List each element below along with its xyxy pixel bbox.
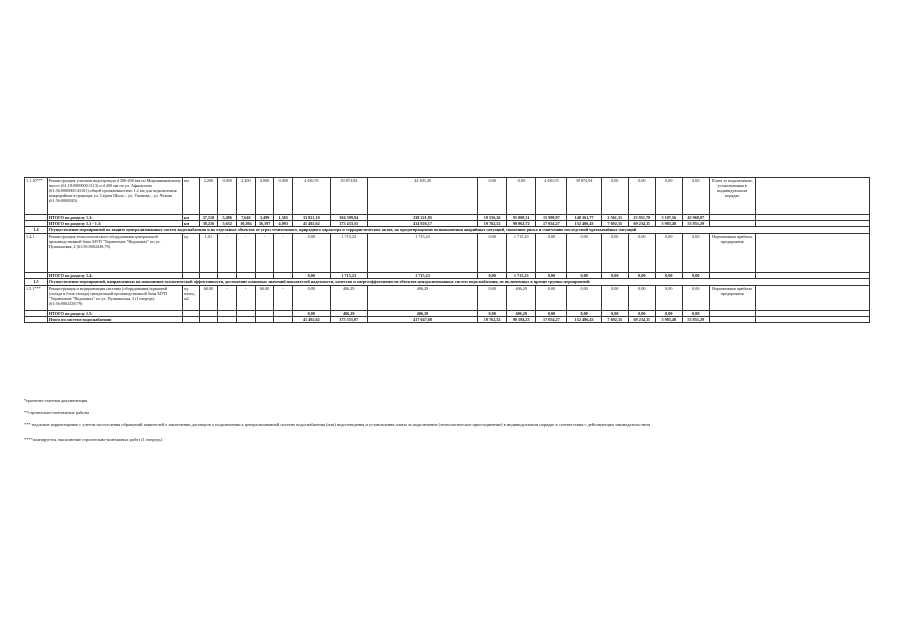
cell: 2,200 (237, 178, 256, 215)
cell: - (218, 234, 237, 273)
cell: 0,00 (567, 273, 601, 279)
cell: 0,00 (655, 178, 682, 215)
cell: 0,00 (478, 311, 507, 317)
cell: 406,29 (367, 311, 477, 317)
row-note: Нормативная прибыль предприятия (709, 286, 755, 311)
cell: 3,499 (255, 215, 274, 221)
cell: 0,00 (293, 234, 330, 273)
cell (274, 317, 293, 323)
cell: 0,00 (601, 234, 628, 273)
cell: 0,00 (567, 234, 601, 273)
cell: - (274, 234, 293, 273)
footnote: **строительно-монтажные работы (24, 410, 90, 415)
section-title: Осуществление мероприятий по защите централизованных систем водоснабжения и их отдельных объектов от угроз техногенного, природного характера и террористических актов, по предотвращению возникновения аварийных ситуаций, снижению риска и смягчению последствий чрезвычайных ситуаций (47, 227, 869, 234)
cell: 0,00 (628, 286, 655, 311)
cell: 417 047,68 (367, 317, 477, 323)
row-unit: ед. площ., м2 (182, 286, 199, 311)
cell: 7 692,35 (601, 221, 628, 227)
cell: 19 556,26 (478, 215, 507, 221)
cell: 0,00 (655, 311, 682, 317)
cell: 2,200 (199, 178, 218, 215)
cell: 17 054,27 (536, 317, 567, 323)
cell: 0,00 (478, 286, 507, 311)
cell: 53 851,29 (682, 221, 709, 227)
cell: - (274, 286, 293, 311)
cell: 0,00 (628, 178, 655, 215)
cell: 7,646 (237, 215, 256, 221)
row-description: Реконструкция и модернизация системы (оборудования) крановой (склада и блок-склада) центральной производственной базы МУП "Управление "Водоканал" по ул. Пушкинская, 2 (I очередь) (61:56:0002438:79) (47, 286, 182, 311)
footnote: *проектно-сметная документация (24, 398, 88, 403)
cell: 373 433,55 (330, 221, 367, 227)
row-description: Реконструкция технологического оборудования центральной производственной базы МУП "Управление "Водоканал" по ул. Пушкинская, 2 (61:56:0002438:79) (47, 234, 182, 273)
cell: 53 851,29 (682, 317, 709, 323)
table-row (25, 234, 870, 273)
cell: 23 951,79 (628, 215, 655, 221)
cell: 4 430,55 (536, 178, 567, 215)
table-row (25, 286, 870, 311)
row-id: 1.5.1*** (25, 286, 48, 311)
cell: 0,00 (536, 311, 567, 317)
cell: 0,000 (218, 178, 237, 215)
cell: 0,00 (478, 234, 507, 273)
cell: 39 874,94 (330, 178, 367, 215)
cell: 98 062,72 (507, 221, 536, 227)
cell: 375 555,07 (330, 317, 367, 323)
cell: 0,00 (682, 286, 709, 311)
cell: 0,00 (293, 311, 330, 317)
cell: 2 561,31 (601, 215, 628, 221)
row-id (25, 317, 48, 323)
cell: 7 692,35 (601, 317, 628, 323)
cell: 406,29 (330, 311, 367, 317)
row-description: Реконструкция участков водопровода d 300-400 мм по Мирошниковскому шоссе (61:18:0000000:1113) и d 400 мм по ул. Афанасьева (61:56:0000000:43101) общей протяженностью 1,2 км для подключения микрорайона в границах ул. Сергея Шило – ул. Ушакова – ул. Чехова (61:56:0000020) (47, 178, 182, 215)
cell: - (218, 286, 237, 311)
footnote: ****планируется, выполнение строительно-монтажных работ (1 очередь) (24, 437, 162, 442)
cell: 39 874,94 (567, 178, 601, 215)
row-unit: ед. (182, 234, 199, 273)
cell: 5,632 (218, 221, 237, 227)
cell (237, 317, 256, 323)
cell: 69 234,11 (628, 317, 655, 323)
section-title: Осуществление мероприятий, направленных на повышение экологической эффективности, достижение плановых значений показателей надежности, качества и энергоэффективности объектов централизованных систем водоснабжения, не включенных в прочие группы мероприятий: (47, 279, 869, 286)
row-unit: км (182, 178, 199, 215)
cell: 0,00 (293, 286, 330, 311)
cell: 406,29 (507, 286, 536, 311)
table-row (25, 178, 870, 215)
cell: 0,00 (536, 286, 567, 311)
cell: 0,00 (682, 273, 709, 279)
cell: 0,00 (567, 286, 601, 311)
cell: 19 762,52 (478, 317, 507, 323)
cell: 0,000 (274, 178, 293, 215)
cell: 98 584,23 (507, 317, 536, 323)
row-unit (182, 317, 199, 323)
cell (199, 317, 218, 323)
cell: 19 762,52 (478, 221, 507, 227)
investment-program-table (24, 177, 870, 323)
cell: 60,00 (255, 286, 274, 311)
cell: 0,00 (478, 178, 507, 215)
row-note (709, 317, 755, 323)
row-description: ИТОГО по разделу 1.3: (47, 215, 182, 221)
row-description: ИТОГО по разделу 1.5: (47, 311, 182, 317)
cell: 0,00 (507, 178, 536, 215)
cell: - (255, 234, 274, 273)
cell: - (237, 234, 256, 273)
cell: 69 234,11 (628, 221, 655, 227)
cell: 0,00 (536, 273, 567, 279)
cell: 0,00 (655, 273, 682, 279)
cell: 15 999,97 (536, 215, 567, 221)
cell: 406,29 (367, 286, 477, 311)
cell: 152 486,43 (567, 221, 601, 227)
row-id: 1.1.10*** (25, 178, 48, 215)
row-description: Итого по системе водоснабжения (47, 317, 182, 323)
cell: 37,510 (199, 215, 218, 221)
cell: 45 968,87 (682, 215, 709, 221)
cell: 0,00 (682, 178, 709, 215)
cell: 60,00 (199, 286, 218, 311)
cell: 0,00 (601, 178, 628, 215)
cell: 0,000 (255, 178, 274, 215)
cell: 0,00 (478, 273, 507, 279)
cell: 0,00 (628, 311, 655, 317)
section-row (25, 227, 870, 234)
cell: 5 107,56 (655, 215, 682, 221)
cell: 0,00 (601, 286, 628, 311)
cell: 338 221,05 (367, 215, 477, 221)
section-row (25, 279, 870, 286)
cell: 17 054,27 (536, 221, 567, 227)
cell: 304 399,94 (330, 215, 367, 221)
cell: 0,00 (293, 273, 330, 279)
cell: 33 821,10 (293, 215, 330, 221)
cell: 10,294 (237, 221, 256, 227)
row-note: Нормативная прибыль предприятия (709, 234, 755, 273)
cell: 0,00 (536, 234, 567, 273)
cell: 0,00 (601, 273, 628, 279)
cell: 44 305,49 (367, 178, 477, 215)
cell: 0,00 (628, 234, 655, 273)
cell: 1 715,23 (330, 273, 367, 279)
cell (255, 317, 274, 323)
cell: 1 715,23 (507, 234, 536, 273)
grand-total-row (25, 317, 870, 323)
cell: 1 715,23 (367, 234, 477, 273)
cell: 406,29 (507, 311, 536, 317)
cell: 0,00 (682, 234, 709, 273)
cell: 406,29 (330, 286, 367, 311)
cell: 1 715,23 (330, 234, 367, 273)
cell: 95 008,31 (507, 215, 536, 221)
cell: 41 492,62 (293, 317, 330, 323)
row-description: ИТОГО по разделу 1.4: (47, 273, 182, 279)
cell: 5,486 (218, 215, 237, 221)
cell: 140 361,77 (567, 215, 601, 221)
row-unit: км (182, 221, 199, 227)
cell: 414 926,17 (367, 221, 477, 227)
cell: - (237, 286, 256, 311)
cell: 4 430,55 (293, 178, 330, 215)
footnote: *** подлежит корректировке с учетом поступления обращений заявителей о заключении договоров о подключении к централизованной системе водоснабжения (или) водоотведения и установления платы за подключение (технологическое присоединение) в индивидуальном порядке в соответствии с действующим законодательством (24, 422, 651, 427)
cell: 1,01 (199, 234, 218, 273)
cell: 152 486,43 (567, 317, 601, 323)
cell: 1 715,23 (507, 273, 536, 279)
cell: 38,216 (199, 221, 218, 227)
cell: 5 983,48 (655, 221, 682, 227)
cell: 0,00 (655, 234, 682, 273)
cell: 0,00 (567, 311, 601, 317)
row-id: 1.4 (25, 227, 48, 234)
row-id: 1.5 (25, 279, 48, 286)
cell: 0,00 (682, 311, 709, 317)
cell: 0,00 (655, 286, 682, 311)
cell: 5 983,48 (655, 317, 682, 323)
cell: 41 492,62 (293, 221, 330, 227)
cell: 4,093 (274, 221, 293, 227)
row-id: 1.4.1 (25, 234, 48, 273)
cell: 1,565 (274, 215, 293, 221)
cell: 36,197 (255, 221, 274, 227)
row-unit: км (182, 215, 199, 221)
cell: 1 715,23 (367, 273, 477, 279)
row-note: Плата за подключение, установленная в индивидуальном порядке (709, 178, 755, 215)
cell: 0,00 (601, 311, 628, 317)
cell (218, 317, 237, 323)
row-description: ИТОГО по разделу 1.1 - 1.3: (47, 221, 182, 227)
cell: 0,00 (628, 273, 655, 279)
